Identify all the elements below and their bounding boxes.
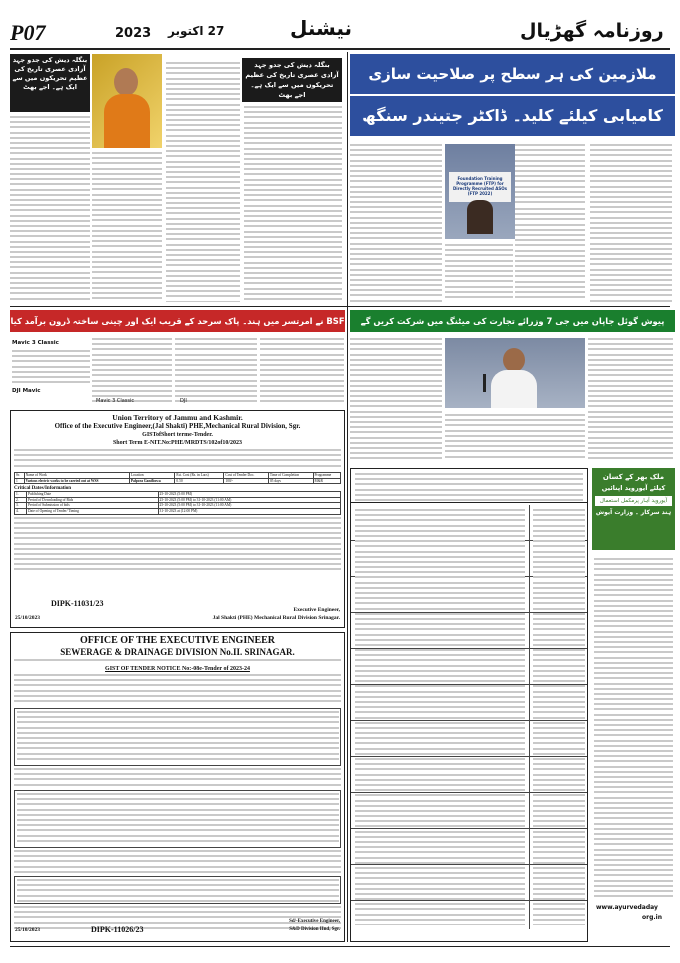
table-header: Programme <box>313 473 340 479</box>
table-cell: 3. <box>15 503 27 509</box>
ayurveda-url-1[interactable]: www.ayurvedaday <box>596 904 658 911</box>
table-cell: Publishing Date <box>27 492 159 498</box>
story-top-right <box>350 52 675 304</box>
tender2-terms-1 <box>14 768 341 790</box>
ad-line-4: ہند سرکار ۔ وزارت آیوش <box>595 509 672 516</box>
bsf-snippet-3: Mavic 3 Classic <box>96 398 135 404</box>
bsf-col-3 <box>92 338 172 406</box>
right-column <box>592 468 675 942</box>
table-header: Est. Cost (Rs. in Lacs) <box>175 473 224 479</box>
bsf-snippet-2: DJI Mavic <box>12 388 41 394</box>
ad-line-1: ملک بھر کے کسان <box>602 473 665 481</box>
tender2-deposit-table-cells <box>17 879 339 903</box>
story-top-left-col-3 <box>166 62 240 302</box>
bsf-snippet-4: DJI <box>180 398 187 404</box>
minister-body <box>104 94 150 148</box>
table-cell: 05 days <box>268 478 313 484</box>
tender2-dates-table <box>14 790 341 848</box>
story-top-left-col-1 <box>10 116 90 302</box>
tender2-dipk: DIPK-11026/23 <box>91 925 144 934</box>
table-header: Name of Work <box>24 473 129 479</box>
ayurveda-url-2[interactable]: org.in <box>642 914 662 921</box>
urdu-tender-notice <box>350 468 588 942</box>
story-top-left-banner-text: بنگلہ دیش کی جدو جہد آزادی عصری تاریخ کی عظیم تحریکوں میں سے ایک ہے۔ اجے بھٹ <box>245 61 339 99</box>
tender2-line3: GIST OF TENDER NOTICE No:-08e-Tender of 2023-24 <box>105 666 250 672</box>
bsf-col-2 <box>175 338 257 406</box>
ayurveda-ad <box>592 468 675 550</box>
tender2-terms-2 <box>14 850 341 876</box>
tender1-line4: Short Term E-NIT.No:PHE/MRDTS/102of10/2023 <box>112 440 243 446</box>
divider-vertical <box>347 52 348 942</box>
bsf-col-4 <box>12 350 90 386</box>
event-banner-text: Foundation Training Programme (FTP) for Directly Recruited ASOs (FTP 2022) <box>452 176 508 196</box>
ad-line-3: آیوروید آہار پرمکمل استعمال <box>595 496 672 506</box>
goyal-body <box>491 370 537 408</box>
table-row <box>15 478 341 484</box>
tender1-critical-table <box>14 491 341 514</box>
masthead-year: 2023 <box>115 26 152 41</box>
table-cell: 4. <box>15 508 27 514</box>
goyal-head <box>503 348 525 372</box>
urdu-tender-nit-cells <box>533 509 585 925</box>
masthead-date: 27 اکتوبر <box>168 24 225 38</box>
bsf-headline: BSF نے امرتسر میں ہند۔ پاک سرحد کے قریب ایک اور چینی ساختہ ڈرون برآمد کیا <box>10 310 345 332</box>
story-mid-left <box>10 310 345 408</box>
table-header: Cost of Tender Doc. <box>224 473 268 479</box>
table-header: Sr. <box>15 473 25 479</box>
table-cell: 100/- <box>224 478 268 484</box>
microphone-icon <box>483 374 486 392</box>
goyal-col-2 <box>445 414 585 462</box>
urdu-tender-header-lines <box>355 473 583 501</box>
table-header: Location <box>129 473 175 479</box>
speaker-figure <box>467 200 493 234</box>
story-top-left-col-4 <box>244 106 342 302</box>
minister-photo <box>92 54 162 148</box>
goyal-headline: پیوش گوئل جاپان میں جی 7 وزرائے تجارت کی میٹنگ میں شرکت کریں گے <box>350 310 675 332</box>
tender1-line3: GISTofShort terme-Tender. <box>142 432 213 438</box>
table-cell: 31-10-2023 at (12:00 PM) <box>158 508 340 514</box>
table-cell: Period of Submission of bids <box>27 503 159 509</box>
tender1-sign-2: Jal Shakti (PHE) Mechanical Rural Division Srinagar. <box>212 615 340 621</box>
story-top-left-headline: بنگلہ دیش کی جدو جہد آزادی عصری تاریخ کی عظیم تحریکوں میں سے ایک ہے۔ اجے بھٹ <box>10 54 90 112</box>
tender1-dipk: DIPK-11031/23 <box>51 599 104 608</box>
bsf-snippet-1: Mavic 3 Classic <box>12 340 59 346</box>
footer-rule <box>10 946 670 947</box>
tender2-sign-2: S&D Division IInd, Sgr. <box>289 927 340 932</box>
tender2-sign-1: Sd/-Executive Engineer, <box>289 919 340 924</box>
table-cell: 25-10-2023 (5:00 PM) <box>158 492 340 498</box>
divider-top <box>10 306 670 307</box>
minister-head <box>114 68 138 96</box>
table-cell: 2. <box>15 497 27 503</box>
tender2-work-table-cells <box>17 711 339 765</box>
story-mid-right <box>350 310 675 465</box>
masthead-rule <box>10 48 670 50</box>
tender1-terms <box>14 517 341 577</box>
table-cell: 1 <box>15 478 25 484</box>
tender1-work-table <box>14 472 341 484</box>
tender2-line2: SEWERAGE & DRAINAGE DIVISION No.II. SRINAGAR. <box>60 647 295 657</box>
event-photo <box>445 144 515 239</box>
urdu-tender-col-divider <box>529 505 530 929</box>
urdu-tender-header <box>351 469 587 503</box>
table-cell: 25-10-2023 (5:00 PM) to 31-10-2023 (11:00 AM) <box>158 497 340 503</box>
story-top-right-col-3 <box>515 208 585 302</box>
masthead-section: نیشنل <box>290 16 353 40</box>
table-cell: 25-10-2023 (5:00 PM) to 31-10-2023 (11:00 AM) <box>158 503 340 509</box>
tender2-body <box>14 674 341 708</box>
table-cell: 1. <box>15 492 27 498</box>
tender2-dates-table-cells <box>17 793 339 847</box>
table-header: Time of Completion <box>268 473 313 479</box>
masthead-paper-name: روزنامہ گھڑیال <box>520 20 664 42</box>
tender1-body <box>14 449 341 471</box>
ad-line-2: کیلئے آیوروید اپنائیں <box>601 484 666 492</box>
table-cell: Date of Opening of Tender/ Timing <box>27 508 159 514</box>
tender2-date: 25/10/2023 <box>15 927 41 933</box>
tender-notice-1 <box>10 410 345 628</box>
bsf-col-1 <box>260 338 344 406</box>
tender2-deposit-table <box>14 876 341 904</box>
tender1-date: 25/10/2023 <box>15 615 41 621</box>
story-headline: کامیابی کیلئے کلید۔ ڈاکٹر جتیندر سنگھ <box>350 96 675 136</box>
table-cell: Various electric works to be carried out at WSS <box>24 478 129 484</box>
goyal-col-1 <box>588 338 673 462</box>
tender1-line1: Union Territory of Jammu and Kashmir. <box>112 413 243 422</box>
table-cell: Period of Downloading of Bids <box>27 497 159 503</box>
story-top-right-col-5 <box>350 144 442 302</box>
story-top-right-col-1 <box>590 144 672 302</box>
urdu-tender-rows <box>351 505 587 929</box>
table-cell: M&R <box>313 478 340 484</box>
story-top-right-col-4 <box>445 244 513 302</box>
tender2-work-table <box>14 708 341 766</box>
tender1-line2: Office of the Executive Engineer,(Jal Shakti) PHE,Mechanical Rural Division, Sgr. <box>54 422 301 430</box>
goyal-photo <box>445 338 585 408</box>
story-top-left-col-2 <box>92 152 162 302</box>
tender1-critical-title: Critical Dates/Information <box>14 486 72 492</box>
story-top-left <box>10 52 345 304</box>
tender-notice-2 <box>10 632 345 942</box>
urdu-tender-cells <box>355 509 525 925</box>
table-cell: 0.50 <box>175 478 224 484</box>
tender2-contact <box>14 659 341 665</box>
right-column-text <box>594 558 673 898</box>
table-row <box>15 508 341 514</box>
tender2-line1: OFFICE OF THE EXECUTIVE ENGINEER <box>79 635 276 646</box>
masthead <box>0 0 680 46</box>
tender1-sign-1: Executive Engineer, <box>293 607 340 613</box>
table-cell: Palpora Gandbowa <box>129 478 175 484</box>
page-number: P07 <box>10 20 46 45</box>
story-top-right-col-2 <box>515 144 585 204</box>
goyal-col-3 <box>350 338 442 462</box>
story-kicker: ملازمین کی ہر سطح پر صلاحیت سازی <box>350 54 675 94</box>
